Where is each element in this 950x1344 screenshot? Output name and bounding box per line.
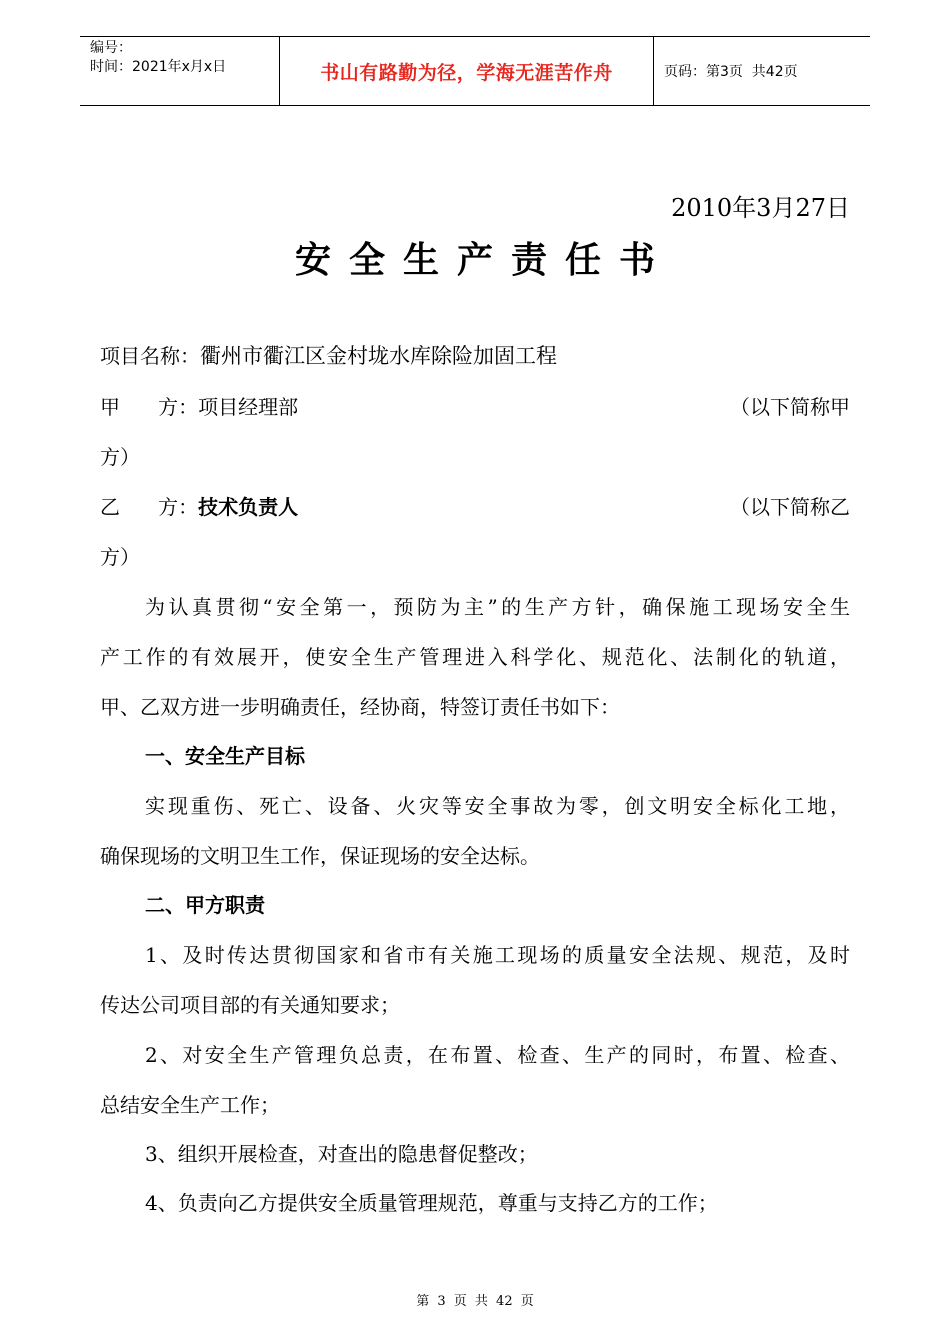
party-a-value: 项目经理部 — [198, 395, 299, 419]
intro-line-2: 产工作的有效展开，使安全生产管理进入科学化、规范化、法制化的轨道， — [100, 645, 850, 669]
header-page-info: 页码：第3页 共42页 — [664, 64, 798, 80]
party-b-value: 技术负责人 — [198, 495, 299, 519]
section-1-line-1: 实现重伤、死亡、设备、火灾等安全事故为零，创文明安全标化工地， — [145, 794, 850, 818]
project-name: 衢州市衢江区金村垅水库除险加固工程 — [200, 344, 557, 368]
section-1-heading: 一、安全生产目标 — [145, 744, 305, 768]
number-label: 编号： — [90, 40, 132, 56]
item-3: 3、组织开展检查，对查出的隐患督促整改； — [145, 1142, 538, 1166]
party-b-note-end: 方） — [100, 545, 140, 569]
item-1-line-2: 传达公司项目部的有关通知要求； — [100, 993, 400, 1017]
item-2-line-1: 2、对安全生产管理负总责，在布置、检查、生产的同时，布置、检查、 — [145, 1043, 850, 1067]
project-line — [100, 340, 850, 370]
item-2-line-2: 总结安全生产工作； — [100, 1093, 280, 1117]
header-motto-cell — [280, 37, 654, 105]
intro-line-1: 为认真贯彻“安全第一，预防为主”的生产方针，确保施工现场安全生 — [145, 595, 850, 619]
party-a-note-end: 方） — [100, 445, 140, 469]
header-motto: 书山有路勤为径，学海无涯苦作舟 — [320, 61, 613, 84]
section-1-line-2: 确保现场的文明卫生工作，保证现场的安全达标。 — [100, 844, 540, 868]
section-2-heading: 二、甲方职责 — [145, 893, 265, 917]
party-a-label: 甲 方： — [100, 395, 199, 419]
party-b-label: 乙 方： — [100, 495, 199, 519]
time-label: 时间：2021年x月x日 — [90, 59, 227, 75]
page-footer: 第 3 页 共 42 页 — [416, 1294, 534, 1309]
item-4: 4、负责向乙方提供安全质量管理规范，尊重与支持乙方的工作； — [145, 1191, 718, 1215]
document-title: 安全生产责任书 — [294, 239, 673, 281]
document-date: 2010年3月27日 — [671, 194, 850, 222]
party-b-note: （以下简称乙 — [730, 495, 850, 519]
header-meta — [80, 37, 280, 105]
page-header — [80, 36, 870, 106]
item-1-line-1: 1、及时传达贯彻国家和省市有关施工现场的质量安全法规、规范，及时 — [145, 943, 850, 967]
project-label: 项目名称： — [100, 344, 200, 368]
intro-line-3: 甲、乙双方进一步明确责任，经协商，特签订责任书如下： — [100, 695, 620, 719]
party-a-note: （以下简称甲 — [730, 395, 850, 419]
